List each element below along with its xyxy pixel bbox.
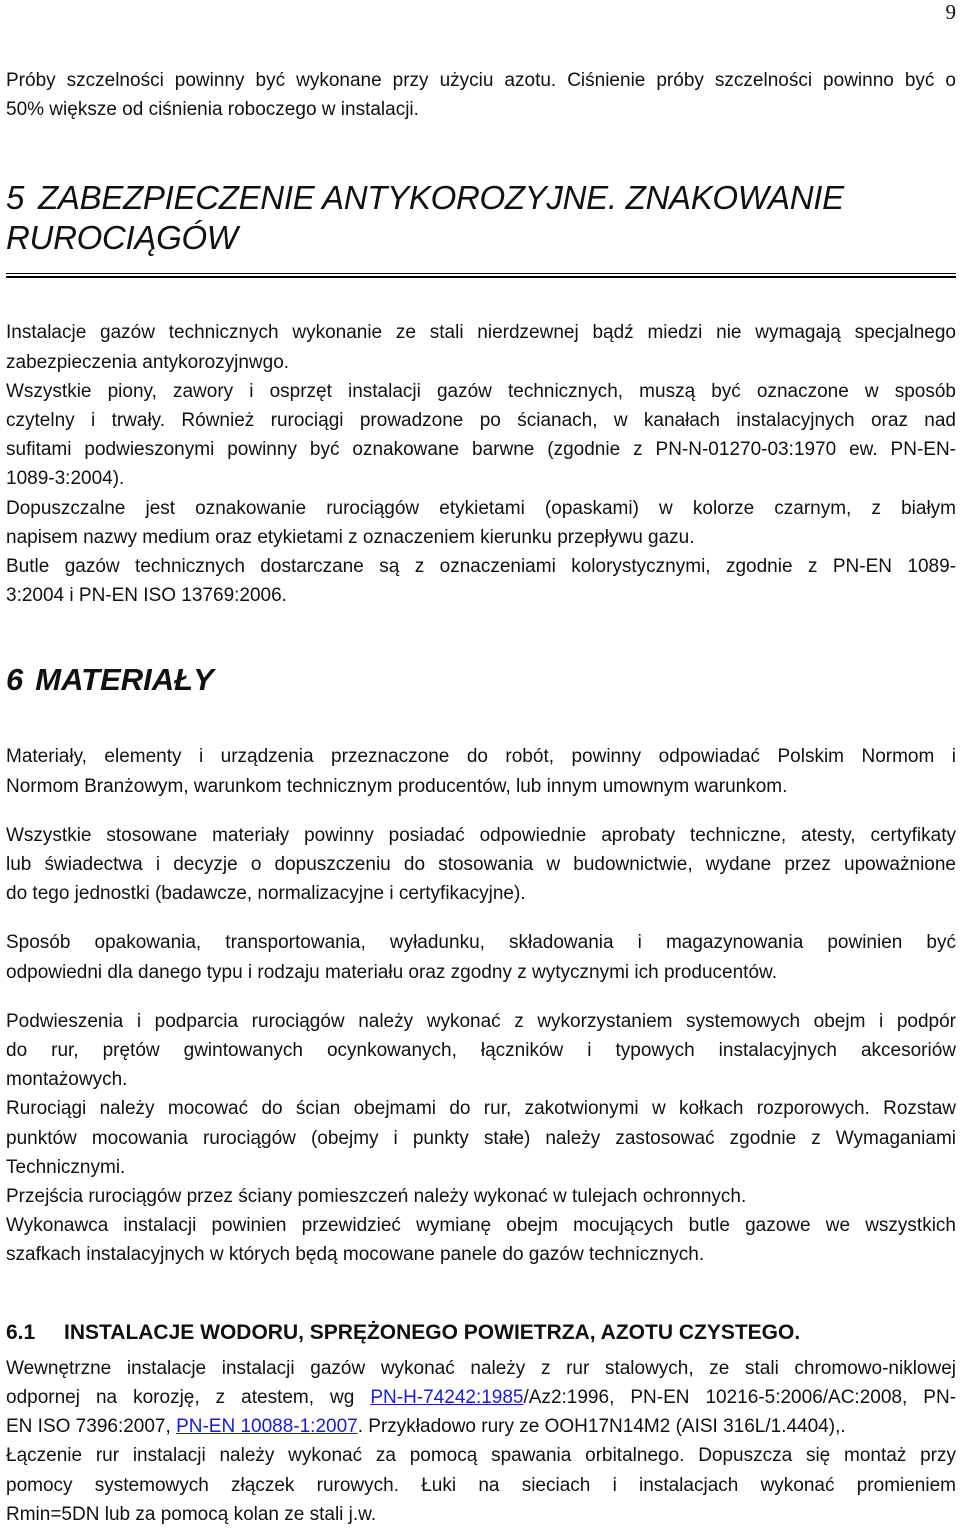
text-line: czytelny i trwały. Również rurociągi prowadzone po ścianach, w kanałach instalacyjnych oraz nad — [6, 410, 956, 432]
section-number: 6 — [6, 662, 24, 698]
section-number: 5 — [6, 179, 25, 217]
text-line: Technicznymi. — [6, 1156, 126, 1178]
text-line: sufitami podwieszonymi powinny być oznakowane barwne (zgodnie z PN-N-01270-03:1970 ew. PN-EN- — [6, 439, 956, 461]
text-line: lub świadectwa i decyzje o dopuszczeniu do stosowania w budownictwie, wydane przez upoważnione — [6, 854, 956, 876]
text-line — [6, 1412, 956, 1441]
text-line: Podwieszenia i podparcia rurociągów należy wykonać z wykorzystaniem systemowych obejm i podpór — [6, 1010, 956, 1032]
page-number: 9 — [945, 0, 956, 24]
standard-link-pn-en-10088[interactable]: PN-EN 10088-1:2007 — [176, 1416, 358, 1438]
section-6-1-body — [6, 1354, 956, 1529]
text-line: Wewnętrzne instalacje instalacji gazów wykonać należy z rur stalowych, ze stali chromowo-niklowej — [6, 1357, 956, 1379]
section-6-1-heading — [6, 1318, 956, 1348]
section-number: 6.1 — [6, 1320, 36, 1344]
text-line: pomocy systemowych złączek rurowych. Łuki na sieciach i instalacjach wykonać promieniem — [6, 1474, 956, 1496]
text-line: napisem nazwy medium oraz etykietami z oznaczeniem kierunku przepływu gazu. — [6, 526, 695, 548]
text-span: EN ISO 7396:2007, — [6, 1416, 177, 1438]
text-line: Przejścia rurociągów przez ściany pomieszczeń należy wykonać w tulejach ochronnych. — [6, 1186, 747, 1208]
text-line: do tego jednostki (badawcze, normalizacyjne i certyfikacyjne). — [6, 883, 526, 905]
text-span: odpornej na korozję, z atestem, wg — [6, 1386, 371, 1408]
text-line: odpowiedni dla danego typu i rodzaju materiału oraz zgodny z wytycznymi ich producentów. — [6, 961, 777, 983]
heading-divider — [6, 273, 956, 278]
text-line: 3:2004 i PN-EN ISO 13769:2006. — [6, 585, 287, 607]
document-body — [6, 66, 956, 1529]
section-6-body — [6, 742, 956, 1269]
text-span: /Az2:1996, PN-EN 10216-5:2006/AC:2008, PN- — [523, 1386, 956, 1408]
text-line: zabezpieczenia antykorozyjnwgo. — [6, 351, 290, 373]
text-line: punktów mocowania rurociągów (obejmy i punkty stałe) należy zastosować zgodnie z Wymaganiami — [6, 1127, 956, 1149]
section-title-line: RUROCIĄGÓW — [6, 219, 238, 257]
text-line: montażowych. — [6, 1069, 128, 1091]
text-line: Materiały, elementy i urządzenia przeznaczone do robót, powinny odpowiadać Polskim Normom i — [6, 746, 956, 768]
section-6-heading — [6, 660, 956, 700]
text-line: Wszystkie stosowane materiały powinny posiadać odpowiednie aprobaty techniczne, atesty, certyfikaty — [6, 824, 956, 846]
text-line: do rur, prętów gwintowanych ocynkowanych, łączników i typowych instalacyjnych akcesoriów — [6, 1040, 956, 1062]
text-line: Łączenie rur instalacji należy wykonać za pomocą spawania orbitalnego. Dopuszcza się montaż przy — [6, 1445, 956, 1467]
text-line: Próby szczelności powinny być wykonane przy użyciu azotu. Ciśnienie próby szczelności powinno być o — [6, 70, 956, 91]
section-title: INSTALACJE WODORU, SPRĘŻONEGO POWIETRZA, AZOTU CZYSTEGO. — [64, 1320, 801, 1344]
text-line: Butle gazów technicznych dostarczane są z oznaczeniami kolorystycznymi, zgodnie z PN-EN 1089- — [6, 556, 956, 578]
text-span: . Przykładowo rury ze OOH17N14M2 (AISI 316L/1.4404),. — [357, 1416, 846, 1438]
text-line: Wszystkie piony, zawory i osprzęt instalacji gazów technicznych, muszą być oznaczone w sposób — [6, 380, 956, 402]
text-line: 1089-3:2004). — [6, 468, 125, 490]
text-line — [6, 1383, 956, 1412]
standard-link-pn-h-74242[interactable]: PN-H-74242:1985 — [370, 1386, 524, 1408]
section-5-body — [6, 318, 956, 610]
text-line: Rmin=5DN lub za pomocą kolan ze stali j.w. — [6, 1503, 377, 1525]
text-line: Dopuszczalne jest oznakowanie rurociągów etykietami (opaskami) w kolorze czarnym, z białym — [6, 497, 956, 519]
section-title: MATERIAŁY — [35, 662, 214, 698]
text-line: Instalacje gazów technicznych wykonanie ze stali nierdzewnej bądź miedzi nie wymagają specjalnego — [6, 322, 956, 344]
section-5-heading — [6, 178, 956, 278]
text-line: Sposób opakowania, transportowania, wyładunku, składowania i magazynowania powinien być — [6, 932, 956, 954]
intro-paragraph — [6, 66, 956, 124]
text-line: Wykonawca instalacji powinien przewidzieć wymianę obejm mocujących butle gazowe we wszystkich — [6, 1215, 956, 1237]
section-title-line: ZABEZPIECZENIE ANTYKOROZYJNE. ZNAKOWANIE — [38, 179, 844, 217]
text-line: Normom Branżowym, warunkom technicznym producentów, lub innym umownym warunkom. — [6, 775, 788, 797]
text-line: szafkach instalacyjnych w których będą mocowane panele do gazów technicznych. — [6, 1244, 705, 1266]
text-line: Rurociągi należy mocować do ścian obejmami do rur, zakotwionymi w kołkach rozporowych. Rozstaw — [6, 1098, 956, 1120]
text-line: 50% większe od ciśnienia roboczego w instalacji. — [6, 99, 419, 121]
